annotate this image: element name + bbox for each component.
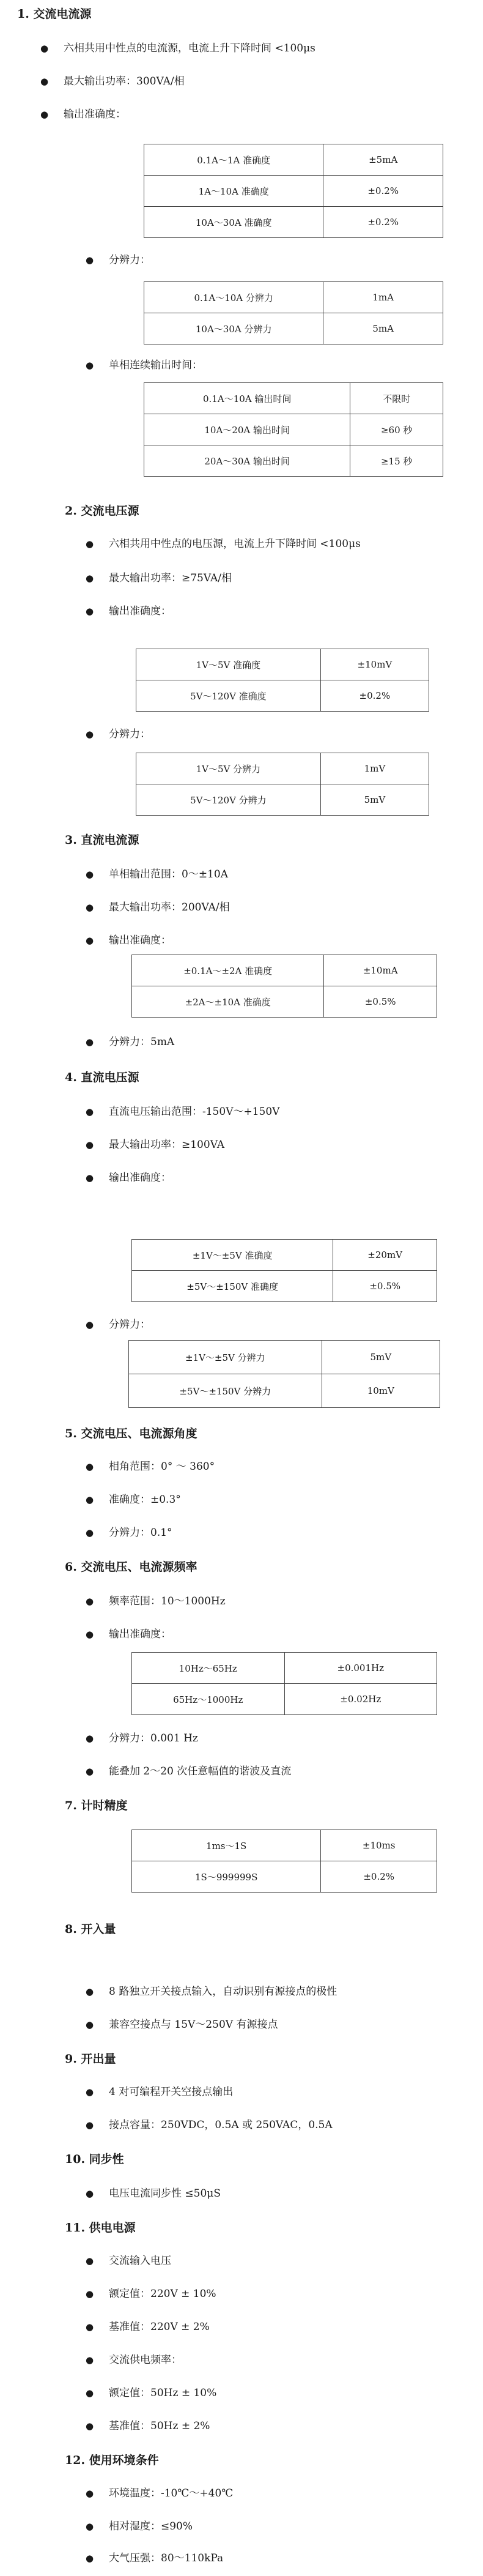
bullet-env-pressure: ● 大气压强：80～110kPa	[86, 2549, 223, 2564]
section-title-dc-voltage: 4. 直流电压源	[65, 1071, 139, 1084]
bullet-frequency-harmonics: ● 能叠加 2～20 次任意幅值的谐波及直流	[86, 1762, 291, 1778]
section-title-dc-current: 3. 直流电流源	[65, 833, 139, 847]
bullet-ac-current-resolution: ● 分辨力：	[86, 251, 150, 266]
table-row	[136, 680, 429, 712]
table-cell: ±0.2%	[321, 1861, 437, 1893]
table-row	[144, 414, 443, 445]
bullet-angle-range: ● 相角范围：0° ～ 360°	[86, 1457, 215, 1473]
table-row	[144, 207, 443, 238]
bullet-dc-current-resolution: ● 分辨力：5mA	[86, 1033, 174, 1048]
bullet-power-rated-voltage: ● 额定值：220V ± 10%	[86, 2285, 216, 2300]
table-row	[132, 986, 437, 1018]
section-title-sync: 10. 同步性	[65, 2153, 124, 2166]
table-cell: 10A～20A 输出时间	[144, 414, 350, 445]
section-title-angle: 5. 交流电压、电流源角度	[65, 1427, 197, 1440]
bullet-dc-current-power: ● 最大输出功率：200VA/相	[86, 898, 230, 914]
ac-voltage-resolution-table	[136, 753, 429, 816]
table-cell: ±0.2%	[323, 176, 443, 207]
bullet-dc-voltage-resolution: ● 分辨力：	[86, 1316, 150, 1331]
section-title-environment: 12. 使用环境条件	[65, 2454, 159, 2467]
bullet-dc-voltage-range: ● 直流电压输出范围：-150V～+150V	[86, 1103, 279, 1118]
section-title-ac-voltage: 2. 交流电压源	[65, 504, 139, 518]
bullet-inputs-channels: ● 8 路独立开关接点输入，自动识别有源接点的极性	[86, 1982, 337, 1998]
bullet-power-rated-frequency: ● 额定值：50Hz ± 10%	[86, 2384, 216, 2399]
timing-accuracy-table	[131, 1830, 437, 1893]
table-cell: ±0.2%	[323, 207, 443, 238]
bullet-power-frequency: ● 交流供电频率：	[86, 2351, 182, 2366]
section-title-timing: 7. 计时精度	[65, 1799, 128, 1812]
table-cell: 5mV	[320, 784, 429, 816]
table-cell: ±5mA	[323, 144, 443, 176]
table-cell: ±0.5%	[333, 1271, 437, 1302]
bullet-power-reference-voltage: ● 基准值：220V ± 2%	[86, 2318, 210, 2333]
dc-current-accuracy-table	[131, 955, 437, 1018]
table-cell: ≥60 秒	[350, 414, 443, 445]
table-cell: 1V～5V 准确度	[136, 649, 321, 680]
table-row	[144, 445, 443, 477]
ac-current-duration-table	[144, 382, 443, 477]
bullet-frequency-range: ● 频率范围：10～1000Hz	[86, 1592, 226, 1607]
table-row	[129, 1374, 440, 1408]
table-cell: 0.1A～1A 准确度	[144, 144, 323, 176]
table-row	[132, 1653, 437, 1684]
table-row	[144, 383, 443, 414]
bullet-ac-current-power: ● 最大输出功率：300VA/相	[40, 72, 185, 87]
table-cell: ±2A～±10A 准确度	[132, 986, 324, 1018]
table-cell: 1S～999999S	[132, 1861, 321, 1893]
table-cell: ±0.001Hz	[284, 1653, 437, 1684]
bullet-dc-current-range: ● 单相输出范围：0～±10A	[86, 865, 228, 880]
ac-current-resolution-table	[144, 281, 443, 344]
bullet-outputs-contacts: ● 4 对可编程开关空接点输出	[86, 2083, 233, 2098]
ac-voltage-accuracy-table	[136, 649, 429, 712]
table-row	[136, 753, 429, 784]
table-row	[132, 1240, 437, 1271]
bullet-sync: ● 电压电流同步性 ≤50μS	[86, 2184, 221, 2200]
table-cell: 5V～120V 分辨力	[136, 784, 321, 816]
table-cell: 5mV	[322, 1341, 440, 1374]
table-cell: ±10mV	[320, 649, 429, 680]
table-cell: ±0.5%	[324, 986, 437, 1018]
table-cell: ±10ms	[321, 1830, 437, 1861]
table-row	[132, 1684, 437, 1715]
bullet-power-ac-input: ● 交流输入电压	[86, 2252, 171, 2267]
table-cell: 1ms～1S	[132, 1830, 321, 1861]
section-title-power-supply: 11. 供电电源	[65, 2221, 136, 2235]
table-cell: ±5V～±150V 准确度	[132, 1271, 333, 1302]
table-row	[132, 955, 437, 986]
table-cell: ±0.02Hz	[284, 1684, 437, 1715]
bullet-ac-voltage-accuracy: ● 输出准确度：	[86, 602, 171, 617]
section-title-ac-current: 1. 交流电流源	[17, 7, 92, 21]
table-row	[129, 1341, 440, 1374]
bullet-angle-accuracy: ● 准确度：±0.3°	[86, 1491, 181, 1506]
table-cell: 10A～30A 准确度	[144, 207, 323, 238]
bullet-angle-resolution: ● 分辨力：0.1°	[86, 1524, 172, 1539]
table-cell: 1V～5V 分辨力	[136, 753, 321, 784]
table-cell: 5mA	[323, 313, 443, 344]
table-row	[144, 313, 443, 344]
table-cell: 1mV	[320, 753, 429, 784]
table-cell: ±20mV	[333, 1240, 437, 1271]
table-cell: 0.1A～10A 输出时间	[144, 383, 350, 414]
table-cell: 1mA	[323, 282, 443, 313]
table-row	[132, 1271, 437, 1302]
table-row	[144, 176, 443, 207]
bullet-dc-voltage-accuracy: ● 输出准确度：	[86, 1169, 171, 1184]
table-cell: 20A～30A 输出时间	[144, 445, 350, 477]
table-cell: ±5V～±150V 分辨力	[129, 1374, 322, 1408]
table-cell: 10Hz～65Hz	[132, 1653, 285, 1684]
table-row	[144, 282, 443, 313]
bullet-ac-voltage-source: ● 六相共用中性点的电压源，电流上升下降时间 <100μs	[86, 535, 361, 550]
bullet-outputs-capacity: ● 接点容量：250VDC，0.5A 或 250VAC，0.5A	[86, 2116, 333, 2131]
table-cell: 不限时	[350, 383, 443, 414]
table-row	[136, 649, 429, 680]
table-cell: 10A～30A 分辨力	[144, 313, 323, 344]
bullet-ac-current-duration: ● 单相连续输出时间：	[86, 356, 202, 371]
frequency-accuracy-table	[131, 1652, 437, 1715]
table-row	[144, 144, 443, 176]
table-cell: ±0.2%	[320, 680, 429, 712]
bullet-env-humidity: ● 相对湿度：≤90%	[86, 2517, 193, 2533]
table-cell: ±10mA	[324, 955, 437, 986]
bullet-power-reference-frequency: ● 基准值：50Hz ± 2%	[86, 2417, 210, 2432]
bullet-env-temperature: ● 环境温度：-10℃～+40℃	[86, 2484, 233, 2500]
bullet-dc-current-accuracy: ● 输出准确度：	[86, 931, 171, 947]
table-cell: 65Hz～1000Hz	[132, 1684, 285, 1715]
section-title-frequency: 6. 交流电压、电流源频率	[65, 1560, 197, 1574]
ac-current-accuracy-table	[144, 144, 443, 238]
table-cell: ±1V～±5V 准确度	[132, 1240, 333, 1271]
bullet-ac-voltage-resolution: ● 分辨力：	[86, 725, 150, 740]
section-title-outputs: 9. 开出量	[65, 2052, 116, 2066]
table-cell: ≥15 秒	[350, 445, 443, 477]
table-cell: ±1V～±5V 分辨力	[129, 1341, 322, 1374]
bullet-inputs-compatibility: ● 兼容空接点与 15V～250V 有源接点	[86, 2016, 278, 2031]
bullet-frequency-accuracy: ● 输出准确度：	[86, 1625, 171, 1640]
bullet-ac-current-source: ● 六相共用中性点的电流源，电流上升下降时间 <100μs	[40, 39, 315, 54]
table-cell: 1A～10A 准确度	[144, 176, 323, 207]
bullet-ac-current-accuracy: ● 输出准确度：	[40, 105, 126, 121]
table-row	[136, 784, 429, 816]
bullet-frequency-resolution: ● 分辨力：0.001 Hz	[86, 1729, 198, 1744]
dc-voltage-accuracy-table	[131, 1239, 437, 1302]
table-cell: ±0.1A～±2A 准确度	[132, 955, 324, 986]
bullet-ac-voltage-power: ● 最大输出功率：≥75VA/相	[86, 569, 232, 584]
bullet-dc-voltage-power: ● 最大输出功率：≥100VA	[86, 1136, 224, 1151]
table-cell: 10mV	[322, 1374, 440, 1408]
dc-voltage-resolution-table	[128, 1340, 440, 1408]
section-title-inputs: 8. 开入量	[65, 1923, 116, 1936]
table-cell: 5V～120V 准确度	[136, 680, 321, 712]
table-cell: 0.1A～10A 分辨力	[144, 282, 323, 313]
table-row	[132, 1861, 437, 1893]
table-row	[132, 1830, 437, 1861]
